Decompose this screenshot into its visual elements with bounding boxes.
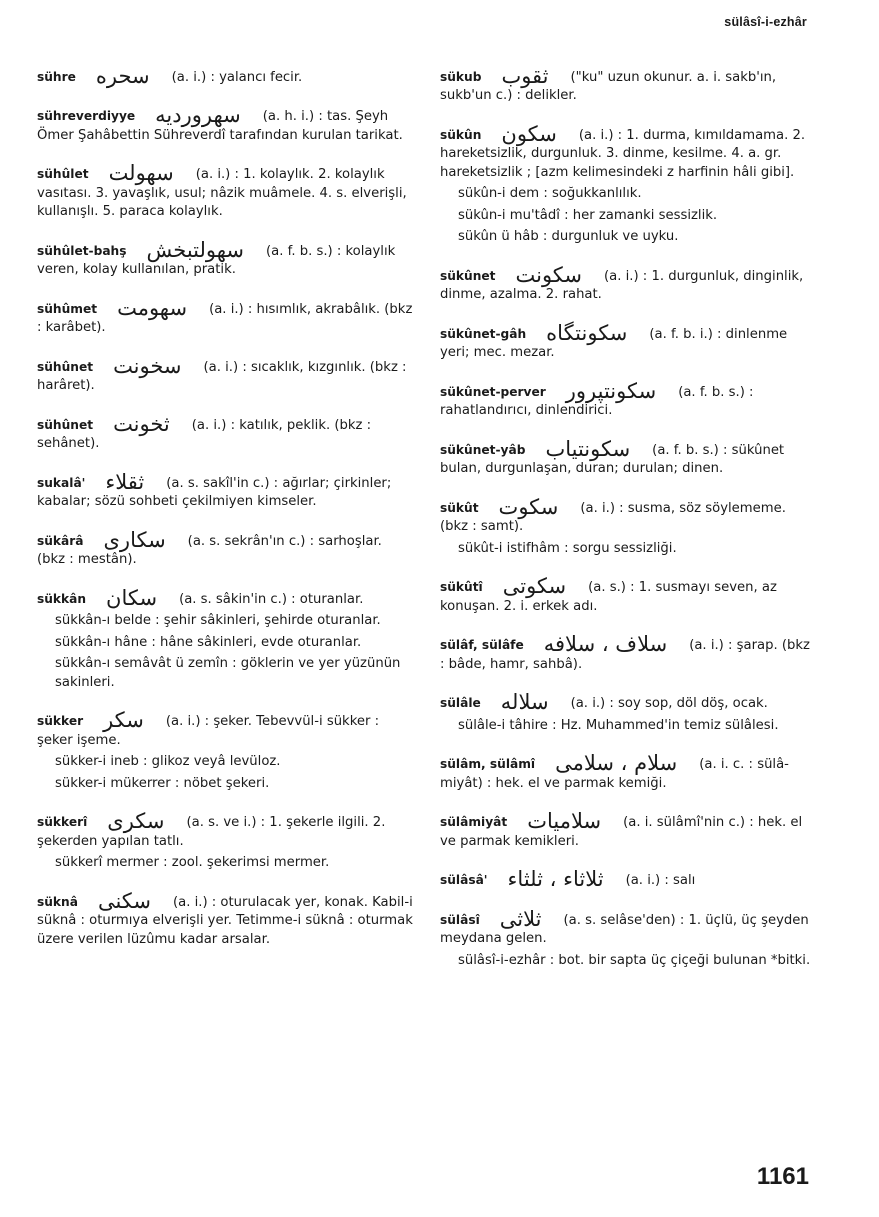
- entry-definition: (a. i.) : hısımlık, akrabâlık. (bkz : karâbet).: [37, 301, 413, 336]
- entry-definition: (a. s. sekrân'ın c.) : sarhoşlar. (bkz : mestân).: [37, 533, 382, 568]
- entry-headword: sükûnet-gâh: [440, 326, 527, 341]
- arabic-script: سحره: [95, 64, 150, 88]
- arabic-script: سکنی: [97, 888, 151, 913]
- entry-definition: (a. i.) : katılık, peklik. (bkz : sehânet).: [37, 417, 372, 452]
- dictionary-entry: [440, 634, 817, 674]
- sub-entry: sükûn-i mu'tâdî : her zamanki sessizlik.: [458, 207, 718, 223]
- page-number: 1161: [756, 1163, 809, 1190]
- entry-definition: (a. i.) : 1. durma, kımıldamama. 2. hareketsizlik, durgunluk. 3. dinme, kesilme. 4. a. gr. hareketsizlik ; [azm kelimesindeki z harfinin hâli gibi].: [440, 127, 806, 180]
- arabic-script: ثقوب: [501, 64, 549, 88]
- dictionary-entry: [440, 753, 817, 793]
- entry-headword: sukalâ': [37, 475, 86, 490]
- arabic-script: سکون: [501, 121, 557, 146]
- arabic-script: ثلاثی: [499, 906, 542, 931]
- dictionary-entry: [440, 121, 817, 247]
- arabic-script: سکان: [106, 585, 158, 610]
- dictionary-entry: [37, 105, 414, 145]
- arabic-script: سکونت: [515, 262, 582, 287]
- entry-headword: sükârâ: [37, 533, 84, 548]
- arabic-script: سهومت: [117, 295, 188, 320]
- entry-definition: (a. i.) : sıcaklık, kızgınlık. (bkz : harâret).: [37, 359, 407, 394]
- entry-definition: (a. i.) : şeker. Tebevvül-i sükker : şeker işeme.: [37, 714, 380, 748]
- entry-text: [37, 527, 414, 570]
- sub-entry: sükkerî mermer : zool. şekerimsi mermer.: [55, 855, 330, 871]
- arabic-script: سکاری: [103, 527, 166, 552]
- entry-text: [440, 753, 817, 793]
- entry-headword: sükûn: [440, 127, 482, 142]
- entry-definition: (a. i. sülâmî'nin c.) : hek. el ve parmak kemikleri.: [440, 815, 803, 849]
- entry-text: [440, 494, 817, 537]
- entry-headword: sülâmiyât: [440, 815, 508, 830]
- arabic-script: سهولتبخش: [146, 237, 245, 262]
- entry-text: [37, 105, 414, 145]
- dictionary-entry: [440, 378, 817, 421]
- dictionary-entry: [37, 710, 414, 793]
- arabic-script: سکونتپرور: [565, 378, 657, 403]
- dictionary-entry: [37, 237, 414, 280]
- entry-definition: (a. f. b. s.) : kolaylık veren, kolay kullanılan, pratik.: [37, 243, 396, 278]
- entry-text: [37, 237, 414, 280]
- entry-definition: (a. s. selâse'den) : 1. üçlü, üç şeyden meydana gelen.: [440, 912, 809, 947]
- entry-headword: sühûlet: [37, 167, 89, 182]
- entry-text: [440, 436, 817, 479]
- dictionary-entry: [37, 66, 414, 87]
- entry-headword: sükût: [440, 500, 479, 515]
- entry-headword: sükûnet-perver: [440, 384, 546, 399]
- arabic-script: ثقلاء: [105, 469, 145, 494]
- dictionary-entry: [37, 811, 414, 872]
- dictionary-entry: [440, 576, 817, 616]
- dictionary-entry: [440, 320, 817, 363]
- entry-headword: sükkerî: [37, 815, 88, 830]
- entry-headword: sühûnet: [37, 417, 94, 432]
- dictionary-entry: [440, 494, 817, 558]
- entry-text: [440, 121, 817, 182]
- entry-headword: süknâ: [37, 894, 78, 909]
- arabic-script: ثخونت: [113, 411, 170, 436]
- entry-headword: sükkân: [37, 591, 87, 606]
- entry-headword: sülâf, sülâfe: [440, 638, 524, 653]
- entry-headword: sühûnet: [37, 359, 94, 374]
- sub-entry: sülâle-i tâhire : Hz. Muhammed'in temiz sülâlesi.: [458, 717, 779, 733]
- entry-headword: sükûnet-yâb: [440, 442, 526, 457]
- dictionary-entry: [440, 262, 817, 305]
- entry-headword: sühûlet-bahş: [37, 243, 127, 258]
- entry-headword: sühreverdiyye: [37, 109, 136, 124]
- entry-definition: (a. i. c. : sülâmiyât) : hek. el ve parmak kemiği.: [440, 757, 789, 791]
- entry-text: [440, 811, 817, 851]
- entry-text: [37, 811, 414, 851]
- entry-definition: (a. f. b. s.) : rahatlandırıcı, dinlendirici.: [440, 384, 754, 419]
- entry-headword: sühûmet: [37, 301, 98, 316]
- arabic-script: سخونت: [113, 353, 182, 378]
- sub-entry: sülâsî-i-ezhâr : bot. bir sapta üç çiçeği bulunan *bitki.: [458, 952, 811, 968]
- sub-entry: sükût-i istifhâm : sorgu sessizliği.: [458, 540, 677, 556]
- dictionary-entry: [37, 469, 414, 512]
- arabic-script: سکونتیاب: [545, 436, 631, 461]
- dictionary-entry: [37, 353, 414, 396]
- entry-definition: (a. s. ve i.) : 1. şekerle ilgili. 2. şekerden yapılan tatlı.: [37, 815, 386, 849]
- entry-text: [440, 262, 817, 305]
- arabic-script: سکوتی: [502, 574, 567, 599]
- entry-text: [440, 576, 817, 616]
- entry-definition: (a. i.) : oturulacak yer, konak. Kabil-i süknâ : oturmıya elverişli yer. Tetimme-i süknâ : oturmak üzere verilen lüzûmu kadar arsalar.: [37, 894, 413, 947]
- entry-text: [37, 469, 414, 512]
- dictionary-entry: [37, 527, 414, 570]
- entry-text: [440, 634, 817, 674]
- entry-text: [440, 320, 817, 363]
- entry-headword: sükûnet: [440, 268, 496, 283]
- entry-text: [37, 66, 414, 87]
- entry-definition: (a. i.) : şarap. (bkz : bâde, hamr, sahbâ).: [440, 638, 810, 672]
- entry-headword: sühre: [37, 70, 76, 84]
- dictionary-entry: [440, 869, 817, 890]
- entry-definition: (a. i.) : susma, söz söylememe. (bkz : samt).: [440, 500, 786, 535]
- entry-definition: (a. f. b. i.) : dinlenme yeri; mec. mezar.: [440, 326, 788, 361]
- entry-text: [37, 163, 414, 221]
- entry-text: [440, 66, 817, 106]
- sub-entry: sükûn ü hâb : durgunluk ve uyku.: [458, 229, 679, 245]
- arabic-script: سکر: [103, 708, 144, 733]
- dictionary-entry: [37, 295, 414, 338]
- entry-definition: (a. i.) : soy sop, döl döş, ocak.: [570, 696, 768, 712]
- entry-text: [440, 378, 817, 421]
- arabic-script: سلاله: [500, 690, 549, 715]
- entry-definition: (a. i.) : yalancı fecir.: [171, 70, 303, 85]
- entry-text: [37, 710, 414, 750]
- entry-definition: (a. h. i.) : tas. Şeyh Ömer Şahâbettin Sühreverdî tarafından kurulan tarikat.: [37, 109, 403, 143]
- entry-text: [37, 411, 414, 454]
- entry-text: [37, 353, 414, 396]
- entry-definition: (a. s. sakîl'in c.) : ağırlar; çirkinler; kabalar; sözü sohbeti çekilmiyen kimseler.: [37, 475, 392, 510]
- arabic-script: سکوت: [498, 494, 559, 519]
- entry-headword: sükker: [37, 714, 84, 729]
- entry-definition: (a. s.) : 1. susmayı seven, az konuşan. 2. i. erkek adı.: [440, 580, 777, 614]
- dictionary-entry: [37, 585, 414, 692]
- entry-headword: sülâm, sülâmî: [440, 757, 536, 772]
- sub-entry: sükker-i mükerrer : nöbet şekeri.: [55, 775, 270, 791]
- right-column: [440, 66, 817, 988]
- sub-entry: sükkân-ı semâvât ü zemîn : göklerin ve yer yüzünün sakinleri.: [55, 656, 401, 690]
- sub-entry: sükker-i ineb : glikoz veyâ levüloz.: [55, 754, 281, 770]
- entry-headword: sülâsâ': [440, 873, 488, 888]
- dictionary-entry: [37, 411, 414, 454]
- dictionary-entry: [440, 906, 817, 970]
- arabic-script: ثلاثاء ، ثلثاء: [507, 867, 604, 892]
- entry-text: [37, 888, 414, 949]
- arabic-script: سکونتگاه: [546, 320, 628, 345]
- left-column: [37, 66, 414, 967]
- entry-definition: ("ku" uzun okunur. a. i. sakb'ın, sukb'un c.) : delikler.: [440, 70, 777, 104]
- running-header: sülâsî-i-ezhâr: [724, 15, 807, 29]
- entry-text: [37, 295, 414, 338]
- entry-definition: (a. i.) : 1. durgunluk, dinginlik, dinme, azalma. 2. rahat.: [440, 268, 804, 303]
- sub-entry: sükkân-ı belde : şehir sâkinleri, şehirde oturanlar.: [55, 613, 381, 629]
- dictionary-entry: [440, 692, 817, 735]
- arabic-script: سهولت: [108, 161, 174, 186]
- entry-definition: (a. s. sâkin'in c.) : oturanlar.: [179, 591, 364, 607]
- entry-headword: sülâsî: [440, 912, 480, 927]
- sub-entry: sükûn-i dem : soğukkanlılık.: [458, 186, 642, 202]
- sub-entry: sükkân-ı hâne : hâne sâkinleri, evde oturanlar.: [55, 634, 362, 650]
- arabic-script: سلامیات: [527, 809, 602, 834]
- entry-headword: sülâle: [440, 696, 481, 711]
- dictionary-entry: [440, 66, 817, 106]
- entry-text: [440, 869, 817, 890]
- entry-definition: (a. i.) : 1. kolaylık. 2. kolaylık vasıtası. 3. yavaşlık, usul; nâzik muâmele. 4. s. elverişli, kullanışlı. 5. paraca kolaylık.: [37, 167, 407, 220]
- dictionary-entry: [440, 811, 817, 851]
- arabic-script: سکری: [107, 809, 165, 834]
- entry-definition: (a. i.) : salı: [625, 873, 696, 889]
- entry-headword: sükub: [440, 70, 482, 84]
- entry-text: [440, 906, 817, 949]
- entry-text: [440, 692, 817, 713]
- entry-text: [37, 585, 414, 610]
- dictionary-entry: [37, 163, 414, 221]
- dictionary-entry: [37, 888, 414, 949]
- arabic-script: سلام ، سلامی: [555, 751, 678, 776]
- dictionary-entry: [440, 436, 817, 479]
- arabic-script: سهروردیه: [155, 103, 241, 128]
- entry-headword: sükûtî: [440, 580, 483, 595]
- arabic-script: سلاف ، سلافه: [543, 632, 668, 657]
- entry-definition: (a. f. b. s.) : sükûnet bulan, durgunlaşan, duran; durulan; dinen.: [440, 442, 785, 477]
